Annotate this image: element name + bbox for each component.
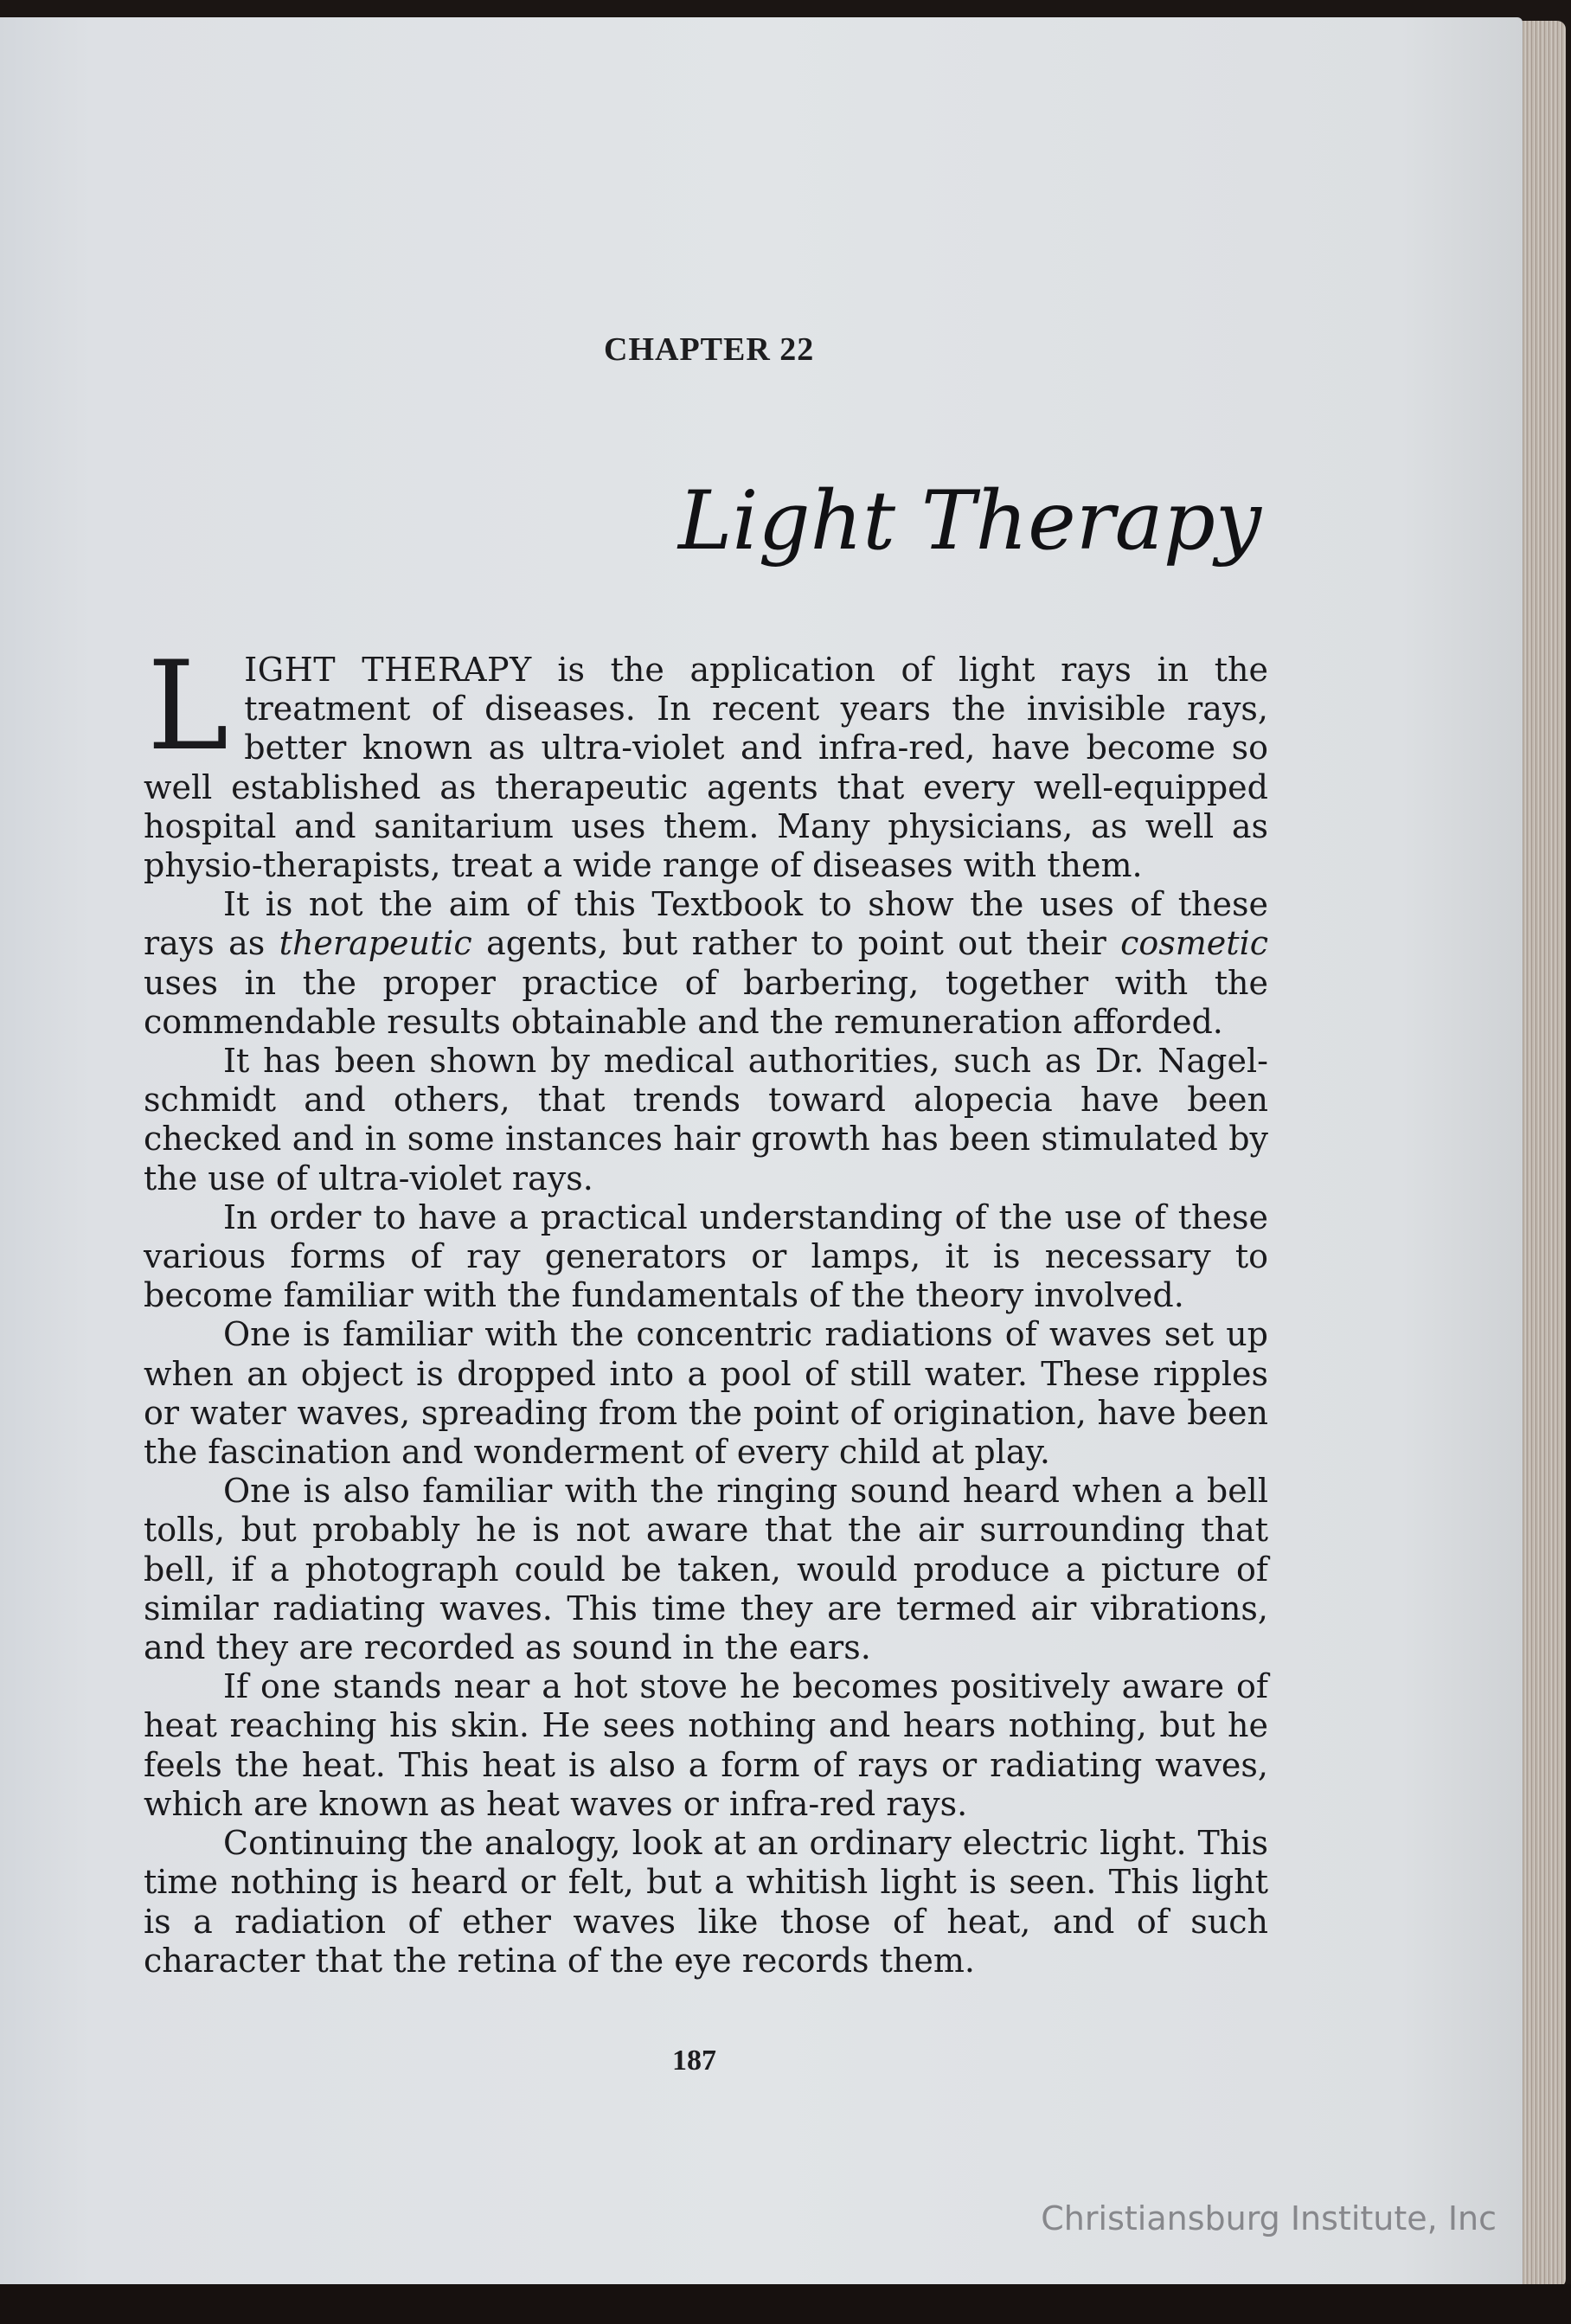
paragraph-6: One is also familiar with the ringing sound heard when a bell tolls, but probably he is not aware that the air surrounding that bell, if a photograph could be taken, would produce a picture of similar radiating waves. This time they are termed air vibrations, and they are recorded as sound in the ears.	[144, 1472, 1268, 1667]
paragraph-1-text: is the application of light rays in the treatment of diseases. In recent years the invisible rays, better known as ultra-violet and infra-red, have become so well established as therapeutic agents that every well-equipped hospital and sanitarium uses them. Many physicians, as well as physio-therapists, treat a wide range of diseases with them.	[144, 651, 1268, 885]
italic-therapeutic: therapeutic	[279, 924, 472, 963]
italic-cosmetic: cosmetic	[1120, 924, 1268, 963]
paragraph-2-text-c: uses in the proper practice of barbering, together with the commendable results obtainable and the remuneration afforded.	[144, 963, 1268, 1041]
paragraph-2-text-a: It is not the aim of this Textbook to show the uses of these rays as	[144, 885, 1268, 963]
chapter-label: CHAPTER 22	[604, 331, 815, 368]
page-number: 187	[672, 2045, 716, 2077]
paragraph-7: If one stands near a hot stove he becomes positively aware of heat reaching his skin. He sees nothing and hears nothing, but he feels the heat. This heat is also a form of rays or radiating waves, which are known as heat waves or infra-red rays.	[144, 1667, 1268, 1823]
page-edges	[1516, 21, 1566, 2288]
paragraph-1	[144, 635, 1268, 885]
binding-shadow	[0, 2284, 1571, 2324]
paragraph-2-text-b: agents, but rather to point out their	[471, 924, 1121, 963]
paragraph-5: One is familiar with the concentric radiations of waves set up when an object is dropped into a pool of still water. These ripples or water waves, spreading from the point of origination, have been the fascination and wonderment of every child at play.	[144, 1315, 1268, 1472]
paragraph-8: Continuing the analogy, look at an ordinary electric light. This time nothing is heard or felt, but a whitish light is seen. This light is a radiation of ether waves like those of heat, and of such character that the retina of the eye records them.	[144, 1824, 1268, 1980]
paragraph-3: It has been shown by medical authorities, such as Dr. Nagelschmidt and others, that trends toward alopecia have been checked and in some instances hair growth has been stimulated by the use of ultra-violet rays.	[144, 1042, 1268, 1197]
chapter-title: Light Therapy	[678, 474, 1261, 568]
body-text	[144, 635, 1268, 1981]
watermark: Christiansburg Institute, Inc	[1041, 2199, 1497, 2237]
lead-in-text: IGHT THERAPY	[244, 651, 532, 689]
paragraph-2	[144, 885, 1268, 1042]
drop-cap: L	[147, 635, 229, 778]
paragraph-4: In order to have a practical understanding of the use of these various forms of ray generators or lamps, it is necessary to become familiar with the fundamentals of the theory involved.	[144, 1197, 1268, 1315]
